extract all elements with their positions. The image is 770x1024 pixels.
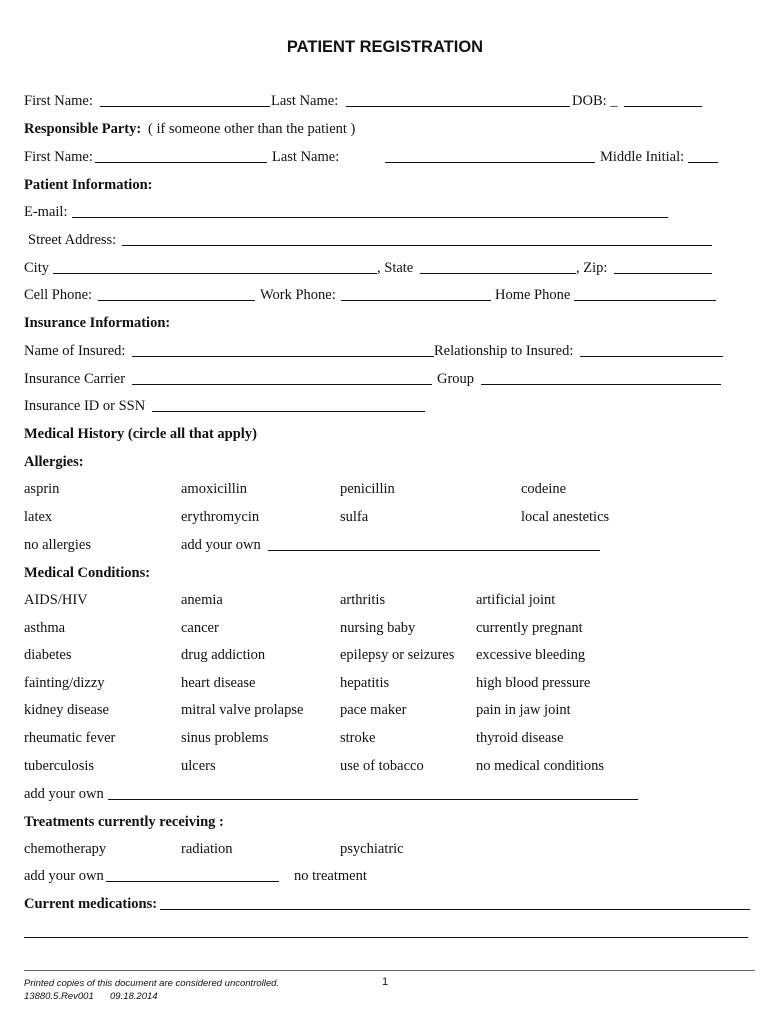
allergies-heading: Allergies:: [24, 454, 84, 470]
medical-condition-option[interactable]: epilepsy or seizures: [340, 647, 455, 663]
allergy-option[interactable]: codeine: [521, 481, 567, 497]
allergy-option[interactable]: local anestetics: [521, 509, 610, 525]
treatment-add-field[interactable]: [106, 881, 279, 882]
first-name-field[interactable]: [100, 106, 270, 107]
last-name-label: Last Name:: [271, 93, 339, 109]
medical-condition-option[interactable]: tuberculosis: [24, 758, 95, 774]
name-of-insured-label: Name of Insured:: [24, 343, 126, 359]
patient-information-heading: Patient Information:: [24, 177, 153, 193]
allergy-add-label: add your own: [181, 537, 261, 553]
responsible-first-name-label: First Name:: [24, 149, 93, 165]
middle-initial-label: Middle Initial:: [600, 149, 685, 165]
medical-condition-option[interactable]: arthritis: [340, 592, 386, 608]
insurance-information-heading: Insurance Information:: [24, 315, 171, 331]
medications-field-line-2[interactable]: [24, 937, 748, 938]
insurance-id-field[interactable]: [152, 411, 425, 412]
allergy-option[interactable]: penicillin: [340, 481, 395, 497]
group-field[interactable]: [481, 384, 721, 385]
dob-label: DOB: _: [572, 93, 618, 109]
allergy-option[interactable]: sulfa: [340, 509, 369, 525]
responsible-party-heading: Responsible Party:: [24, 121, 142, 137]
middle-initial-field[interactable]: [688, 162, 718, 163]
medical-condition-option[interactable]: rheumatic fever: [24, 730, 116, 746]
medical-condition-option[interactable]: ulcers: [181, 758, 216, 774]
medical-condition-option[interactable]: anemia: [181, 592, 223, 608]
medical-condition-option[interactable]: fainting/dizzy: [24, 675, 105, 691]
medical-condition-option[interactable]: asthma: [24, 620, 66, 636]
no-allergies-option[interactable]: no allergies: [24, 537, 91, 553]
group-label: Group: [437, 371, 475, 387]
medical-condition-option[interactable]: hepatitis: [340, 675, 390, 691]
page-number: 1: [382, 976, 389, 988]
medical-condition-option[interactable]: pain in jaw joint: [476, 702, 571, 718]
medical-condition-option[interactable]: use of tobacco: [340, 758, 424, 774]
footer-disclaimer: Printed copies of this document are considered uncontrolled.: [24, 978, 280, 989]
footer-document-id: 13880.5.Rev001: [24, 991, 94, 1002]
city-label: City: [24, 260, 49, 276]
medical-condition-option[interactable]: currently pregnant: [476, 620, 583, 636]
insurance-carrier-label: Insurance Carrier: [24, 371, 126, 387]
footer-date: 09.18.2014: [110, 991, 158, 1002]
medical-condition-option[interactable]: sinus problems: [181, 730, 269, 746]
medical-condition-option[interactable]: thyroid disease: [476, 730, 564, 746]
conditions-add-field[interactable]: [108, 799, 638, 800]
medical-condition-option[interactable]: mitral valve prolapse: [181, 702, 304, 718]
first-name-label: First Name:: [24, 93, 93, 109]
zip-field[interactable]: [614, 273, 712, 274]
medical-condition-option[interactable]: diabetes: [24, 647, 72, 663]
current-medications-heading: Current medications:: [24, 896, 158, 912]
responsible-last-name-field[interactable]: [385, 162, 595, 163]
page-title: PATIENT REGISTRATION: [286, 38, 484, 56]
treatments-heading: Treatments currently receiving :: [24, 814, 224, 830]
city-field[interactable]: [53, 273, 377, 274]
medical-condition-option[interactable]: artificial joint: [476, 592, 556, 608]
relationship-field[interactable]: [580, 356, 723, 357]
home-phone-label: Home Phone: [495, 287, 571, 303]
responsible-last-name-label: Last Name:: [272, 149, 340, 165]
street-address-field[interactable]: [122, 245, 712, 246]
medical-condition-option[interactable]: AIDS/HIV: [24, 592, 88, 608]
treatment-add-label: add your own: [24, 868, 104, 884]
medical-condition-option[interactable]: heart disease: [181, 675, 256, 691]
cell-phone-field[interactable]: [98, 300, 255, 301]
medical-condition-option[interactable]: excessive bleeding: [476, 647, 586, 663]
medical-condition-option[interactable]: nursing baby: [340, 620, 416, 636]
email-field[interactable]: [72, 217, 668, 218]
insurance-carrier-field[interactable]: [132, 384, 432, 385]
treatment-option[interactable]: chemotherapy: [24, 841, 107, 857]
responsible-first-name-field[interactable]: [95, 162, 267, 163]
footer-divider: [24, 970, 755, 971]
medical-conditions-heading: Medical Conditions:: [24, 565, 151, 581]
medical-condition-option[interactable]: pace maker: [340, 702, 407, 718]
medications-field-line-1[interactable]: [160, 909, 750, 910]
allergy-option[interactable]: erythromycin: [181, 509, 260, 525]
responsible-party-note: ( if someone other than the patient ): [148, 121, 356, 137]
home-phone-field[interactable]: [574, 300, 716, 301]
allergy-add-field[interactable]: [268, 550, 600, 551]
conditions-add-label: add your own: [24, 786, 104, 802]
no-treatment-option[interactable]: no treatment: [294, 868, 367, 884]
allergy-option[interactable]: amoxicillin: [181, 481, 248, 497]
street-address-label: Street Address:: [28, 232, 117, 248]
name-of-insured-field[interactable]: [132, 356, 434, 357]
last-name-field[interactable]: [346, 106, 570, 107]
state-field[interactable]: [420, 273, 576, 274]
state-label: , State: [377, 260, 414, 276]
allergy-option[interactable]: asprin: [24, 481, 60, 497]
medical-condition-option[interactable]: drug addiction: [181, 647, 266, 663]
dob-field[interactable]: [624, 106, 702, 107]
allergy-option[interactable]: latex: [24, 509, 53, 525]
treatment-option[interactable]: radiation: [181, 841, 233, 857]
medical-condition-option[interactable]: high blood pressure: [476, 675, 591, 691]
insurance-id-label: Insurance ID or SSN: [24, 398, 146, 414]
zip-label: , Zip:: [576, 260, 608, 276]
relationship-label: Relationship to Insured:: [434, 343, 574, 359]
treatment-option[interactable]: psychiatric: [340, 841, 404, 857]
cell-phone-label: Cell Phone:: [24, 287, 93, 303]
work-phone-label: Work Phone:: [260, 287, 336, 303]
medical-history-heading: Medical History (circle all that apply): [24, 426, 257, 442]
medical-condition-option[interactable]: cancer: [181, 620, 219, 636]
medical-condition-option[interactable]: no medical conditions: [476, 758, 605, 774]
work-phone-field[interactable]: [341, 300, 491, 301]
medical-condition-option[interactable]: stroke: [340, 730, 376, 746]
medical-condition-option[interactable]: kidney disease: [24, 702, 109, 718]
email-label: E-mail:: [24, 204, 68, 220]
